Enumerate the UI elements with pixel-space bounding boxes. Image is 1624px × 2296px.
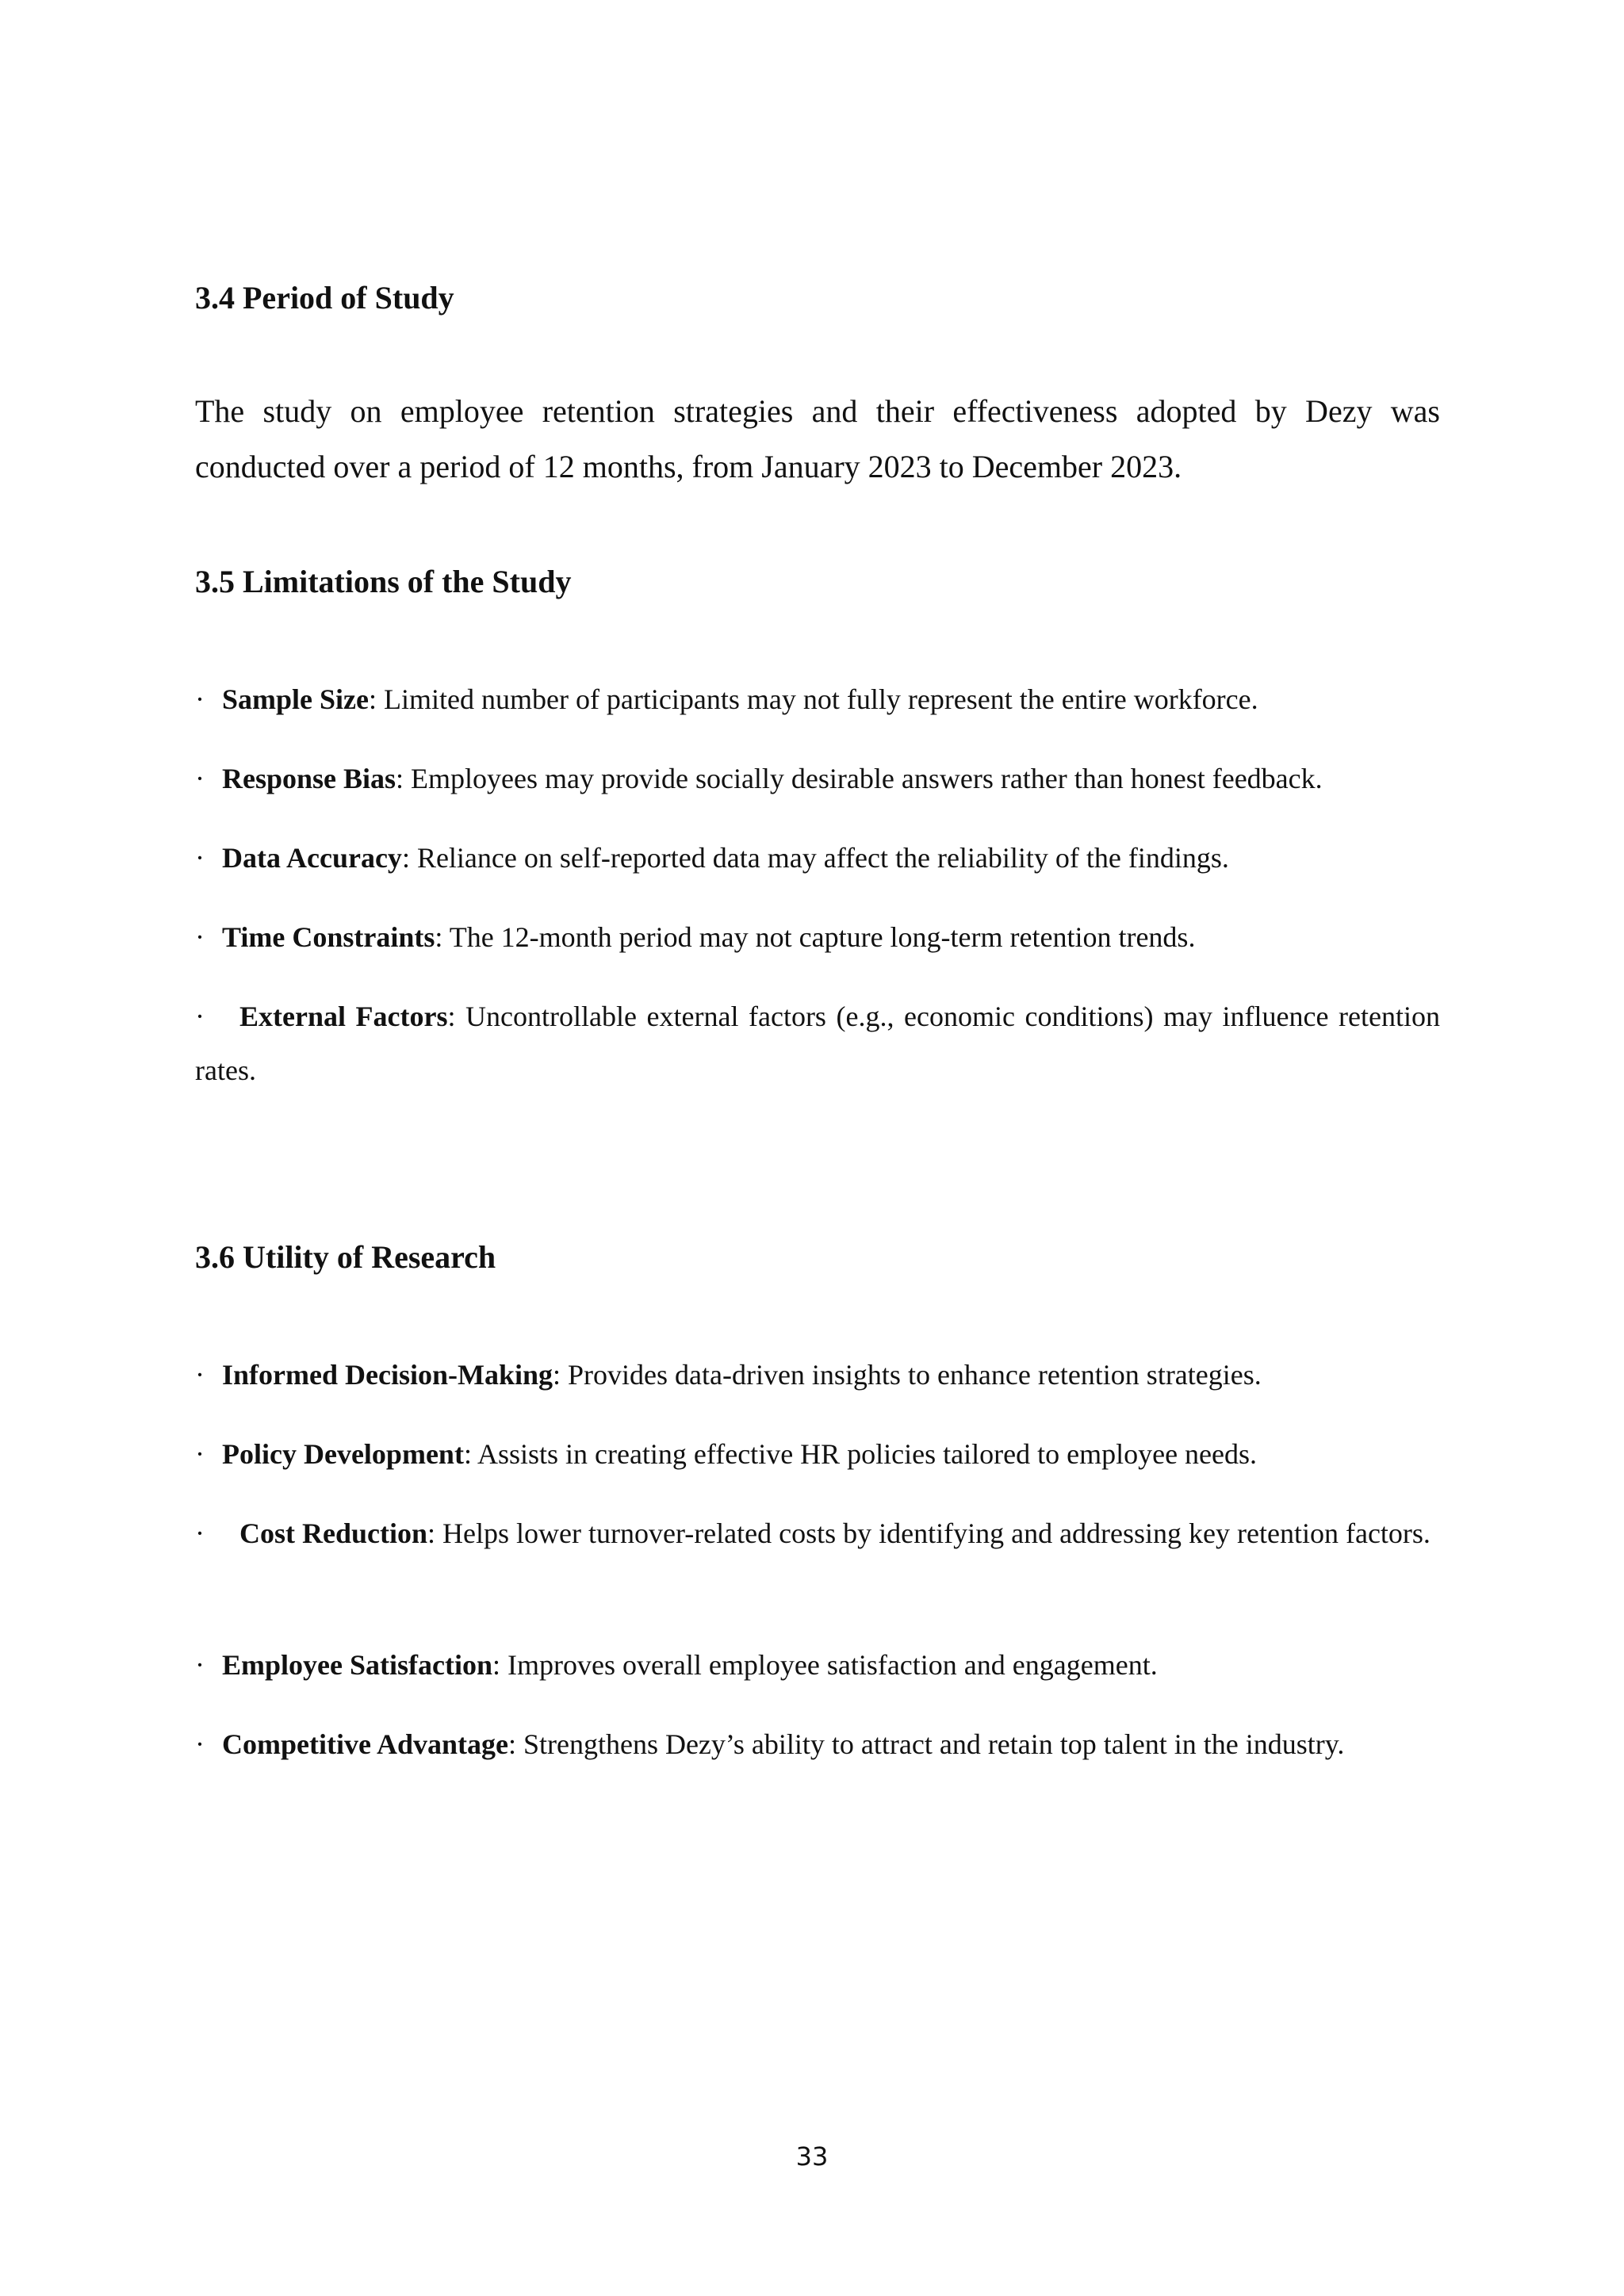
limitation-item-sample-size [195, 672, 1440, 726]
section-heading-period-of-study: 3.4 Period of Study [195, 280, 454, 316]
limitation-term: Time Constraints [222, 921, 435, 953]
limitation-term: Sample Size [222, 683, 369, 715]
period-of-study-paragraph: The study on employee retention strategies and their effectiveness adopted by Dezy was conducted over a period of 12 months, from January 2023 to December 2023. [195, 393, 1440, 484]
utility-text: : Improves overall employee satisfaction and engagement. [492, 1649, 1158, 1681]
utility-term: Cost Reduction [239, 1517, 428, 1549]
limitation-item-data-accuracy [195, 831, 1440, 885]
limitation-item-response-bias [195, 752, 1440, 806]
bullet-marker: · [195, 1649, 205, 1681]
limitation-text: : Limited number of participants may not fully represent the entire workforce. [369, 683, 1258, 715]
bullet-marker: · [195, 683, 205, 715]
utility-item-cost-reduction [195, 1506, 1440, 1560]
section-heading-limitations: 3.5 Limitations of the Study [195, 564, 572, 599]
bullet-marker: · [195, 842, 205, 874]
limitation-item-time-constraints [195, 910, 1440, 964]
limitation-term: Data Accuracy [222, 842, 402, 874]
utility-term: Employee Satisfaction [222, 1649, 492, 1681]
utility-item-competitive-advantage [195, 1717, 1440, 1771]
utility-item-employee-satisfaction [195, 1638, 1440, 1692]
utility-term: Competitive Advantage [222, 1728, 508, 1760]
page-number: 33 [795, 2141, 829, 2172]
limitation-text: : Reliance on self-reported data may affect the reliability of the findings. [401, 842, 1229, 874]
limitation-term: External Factors [239, 1001, 448, 1032]
bullet-marker: · [195, 763, 205, 794]
bullet-marker: · [195, 1438, 205, 1470]
limitation-text: : The 12-month period may not capture long-term retention trends. [435, 921, 1196, 953]
limitation-text: : Uncontrollable external factors (e.g., economic conditions) may influence retention rates. [195, 1001, 1440, 1086]
bullet-marker: · [195, 921, 205, 953]
utility-term: Policy Development [222, 1438, 464, 1470]
utility-item-policy-development [195, 1427, 1440, 1481]
section-heading-utility-of-research: 3.6 Utility of Research [195, 1239, 496, 1275]
bullet-marker: · [195, 1517, 205, 1549]
bullet-marker: · [195, 1728, 205, 1760]
limitation-text: : Employees may provide socially desirable answers rather than honest feedback. [396, 763, 1323, 794]
utility-item-informed-decision-making [195, 1348, 1440, 1402]
utility-text: : Assists in creating effective HR policies tailored to employee needs. [463, 1438, 1258, 1470]
utility-text: : Strengthens Dezy’s ability to attract and retain top talent in the industry. [508, 1728, 1345, 1760]
bullet-marker: · [195, 1001, 205, 1032]
utility-text: : Helps lower turnover-related costs by identifying and addressing key retention factors. [427, 1517, 1431, 1549]
bullet-marker: · [195, 1359, 205, 1391]
utility-text: : Provides data-driven insights to enhance retention strategies. [553, 1359, 1262, 1391]
limitation-item-external-factors [195, 989, 1440, 1097]
limitation-term: Response Bias [222, 763, 396, 794]
utility-term: Informed Decision-Making [222, 1359, 553, 1391]
